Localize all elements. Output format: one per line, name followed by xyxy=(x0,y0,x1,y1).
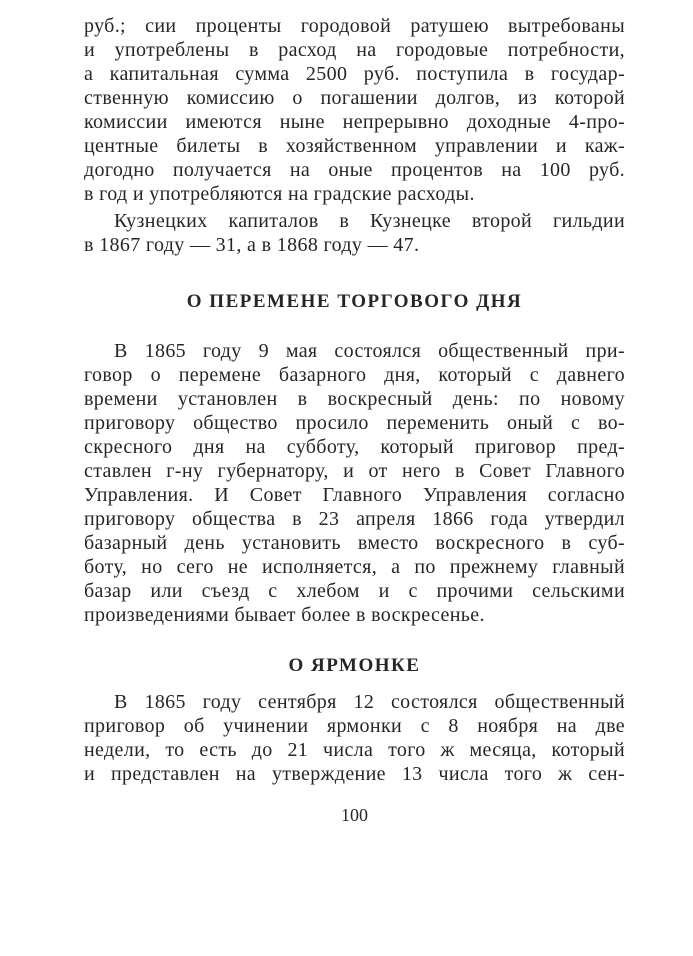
paragraph-trade-day xyxy=(84,339,625,627)
text-line: произведениями бывает более в воскресенье. xyxy=(84,604,485,626)
text-line: ставлен г-ну губернатору, и от него в Совет Главного xyxy=(84,460,625,482)
text-line: приговору общества в 23 апреля 1866 года утвердил xyxy=(84,508,625,530)
text-line: и употреблены в расход на городовые потребности, xyxy=(84,39,625,61)
text-line: скресного дня на субботу, который приговор пред- xyxy=(84,436,625,458)
paragraph-capital-sum xyxy=(84,14,625,206)
text-line: В 1865 году 9 мая состоялся общественный при- xyxy=(114,340,625,362)
text-line: руб.; сии проценты городовой ратушею вытребованы xyxy=(84,15,625,37)
text-line: Управления. И Совет Главного Управления согласно xyxy=(84,484,625,506)
text-line: и представлен на утверждение 13 числа того ж сен- xyxy=(84,763,625,785)
text-line: В 1865 году сентября 12 состоялся общественный xyxy=(114,691,625,713)
text-line: ственную комиссию о погашении долгов, из которой xyxy=(84,87,625,109)
text-line: боту, но сего не исполняется, а по прежнему главный xyxy=(84,556,625,578)
text-line: в 1867 году — 31, а в 1868 году — 47. xyxy=(84,234,420,256)
text-line: приговор об учинении ярмонки с 8 ноября на две xyxy=(84,715,625,737)
text-line: Кузнецких капиталов в Кузнецке второй гильдии xyxy=(114,210,625,232)
text-line: недели, то есть до 21 числа того ж месяца, который xyxy=(84,739,625,761)
text-line: базарный день установить вместо воскресного в суб- xyxy=(84,532,625,554)
paragraph-merchant-capitals xyxy=(84,209,625,257)
text-line: комиссии имеются ныне непрерывно доходные 4-про- xyxy=(84,111,625,133)
paragraph-fair xyxy=(84,690,625,786)
page-number: 100 xyxy=(341,805,368,825)
text-line: говор о перемене базарного дня, который с давнего xyxy=(84,364,625,386)
text-line: центные билеты в хозяйственном управлении и каж- xyxy=(84,135,625,157)
text-line: приговору общество просило переменить оный с во- xyxy=(84,412,625,434)
section-heading-trade-day: О ПЕРЕМЕНЕ ТОРГОВОГО ДНЯ xyxy=(186,291,523,312)
text-line: а капитальная сумма 2500 руб. поступила в государ- xyxy=(84,63,625,85)
text-line: времени установлен в воскресный день: по новому xyxy=(84,388,625,410)
text-line: в год и употребляются на градские расходы. xyxy=(84,183,475,205)
text-line: догодно получается на оные процентов на 100 руб. xyxy=(84,159,625,181)
section-heading-fair: О ЯРМОНКЕ xyxy=(288,655,421,676)
text-line: базар или съезд с хлебом и с прочими сельскими xyxy=(84,580,625,602)
